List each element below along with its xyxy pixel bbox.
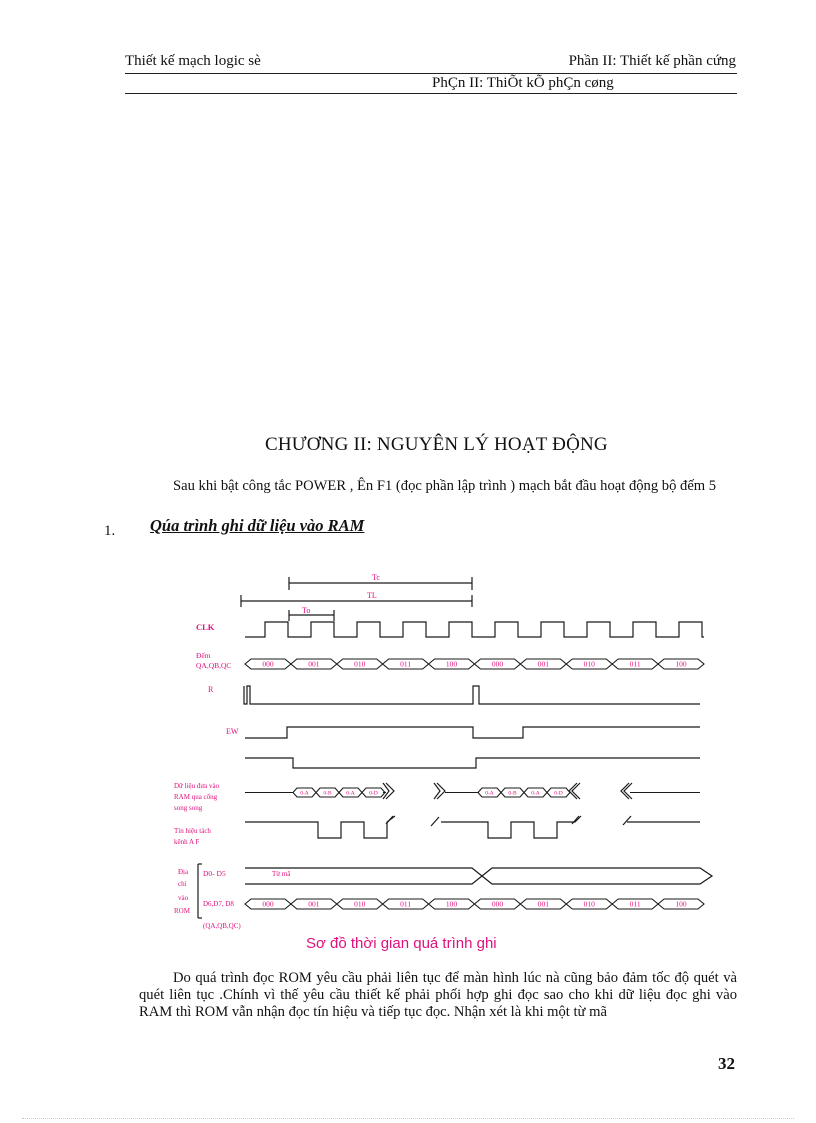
addr-label-3: vào — [178, 894, 189, 902]
d6d8-label: D6,D7, D8 — [203, 900, 234, 908]
sep-label-1: Tín hiệu tách — [174, 827, 211, 835]
addr-label-4: ROM — [174, 907, 190, 915]
counter-value: 010 — [583, 659, 595, 669]
data-value: 0-D — [554, 790, 563, 797]
data-value: 0-A — [485, 790, 494, 797]
header-sub: PhÇn II: ThiÕt kÕ phÇn cøng — [432, 75, 614, 91]
data-label-1: Dữ liệu đưa vào — [174, 782, 220, 790]
d6d8-value: 010 — [583, 899, 595, 909]
ew-label: EW — [226, 727, 239, 736]
header-right: Phần II: Thiết kế phần cứng — [568, 53, 736, 69]
d6d8-value: 001 — [308, 899, 320, 909]
chapter-title: CHƯƠNG II: NGUYÊN LÝ HOẠT ĐỘNG — [265, 434, 608, 455]
addr-label-1: Địa — [178, 868, 189, 876]
d6d8-value: 001 — [537, 899, 549, 909]
data-value: 0-D — [369, 790, 378, 797]
data-bus — [245, 788, 700, 797]
intro-paragraph: Sau khi bật công tắc POWER , Ên F1 (đọc phần lập trình ) mạch bắt đầu hoạt động bộ đếm 5 — [173, 478, 717, 494]
d6d8-value: 011 — [629, 899, 641, 909]
data-value: 0-B — [323, 790, 332, 797]
d6d8-value: 010 — [354, 899, 366, 909]
data-value: 0-A — [300, 790, 309, 797]
counter-value: 001 — [308, 659, 320, 669]
counter-value: 011 — [400, 659, 412, 669]
ew-signal — [245, 727, 700, 738]
counter-value: 000 — [262, 659, 274, 669]
r-label: R — [208, 685, 214, 694]
counter-value: 100 — [675, 659, 687, 669]
separation-signal — [245, 816, 395, 838]
d6d8-value: 000 — [491, 899, 504, 909]
data-label-3: song song — [174, 804, 203, 812]
counter-value: 001 — [537, 659, 549, 669]
page-number: 32 — [718, 1054, 735, 1073]
tl-label: TL — [367, 591, 377, 600]
data-value: 0-B — [508, 790, 517, 797]
sep-label-2: kênh A F — [174, 838, 200, 846]
data-label-2: RAM qua cổng — [174, 793, 218, 801]
r-signal — [244, 686, 700, 704]
d6d8-value: 100 — [445, 899, 458, 909]
counter-value: 000 — [491, 659, 504, 669]
d6d8-value: 000 — [262, 899, 274, 909]
addr-label-2: chỉ — [178, 880, 187, 888]
d6d8-value: 100 — [675, 899, 687, 909]
tc-label: Tc — [372, 573, 380, 582]
tu-ma-label: Từ mã — [272, 870, 291, 878]
data-value: 0-A — [346, 790, 355, 797]
data-value: 0-A — [531, 790, 540, 797]
counter-label-2: QA,QB,QC — [196, 661, 232, 670]
counter-label: Đếm — [196, 651, 211, 660]
counter-value: 011 — [629, 659, 641, 669]
page-bottom-dotted-line — [22, 1118, 794, 1119]
counter-value: 100 — [445, 659, 458, 669]
clk-waveform — [245, 622, 704, 637]
diagram-caption: Sơ đồ thời gian quá trình ghi — [306, 935, 497, 952]
header-left: Thiết kế mạch logic sè — [125, 53, 261, 69]
d0d5-label: D0- D5 — [203, 869, 226, 878]
ew-inverted-signal — [245, 758, 700, 768]
section-number: 1. — [104, 523, 116, 539]
qaqbqc-label: (QA,QB,QC) — [203, 922, 241, 930]
d6d8-value: 011 — [400, 899, 412, 909]
counter-value: 010 — [354, 659, 366, 669]
body-paragraph: Do quá trình đọc ROM yêu cầu phải liên tục để màn hình lúc nà cũng bảo đảm tốc độ quét và quét liên tục .Chính vì thế yêu cầu thiết kế phải phối hợp ghi đọc sao cho khi dữ liệu đọc ghi vào RAM thì ROM vẫn nhận đọc tín hiệu và tiếp tục đọc. Nhận xét là khi một từ mã — [139, 970, 737, 1020]
section-title: Qúa trình ghi dữ liệu vào RAM — [150, 516, 365, 535]
clk-wave — [245, 622, 704, 637]
to-label: To — [302, 606, 311, 615]
clk-label: CLK — [196, 622, 215, 632]
